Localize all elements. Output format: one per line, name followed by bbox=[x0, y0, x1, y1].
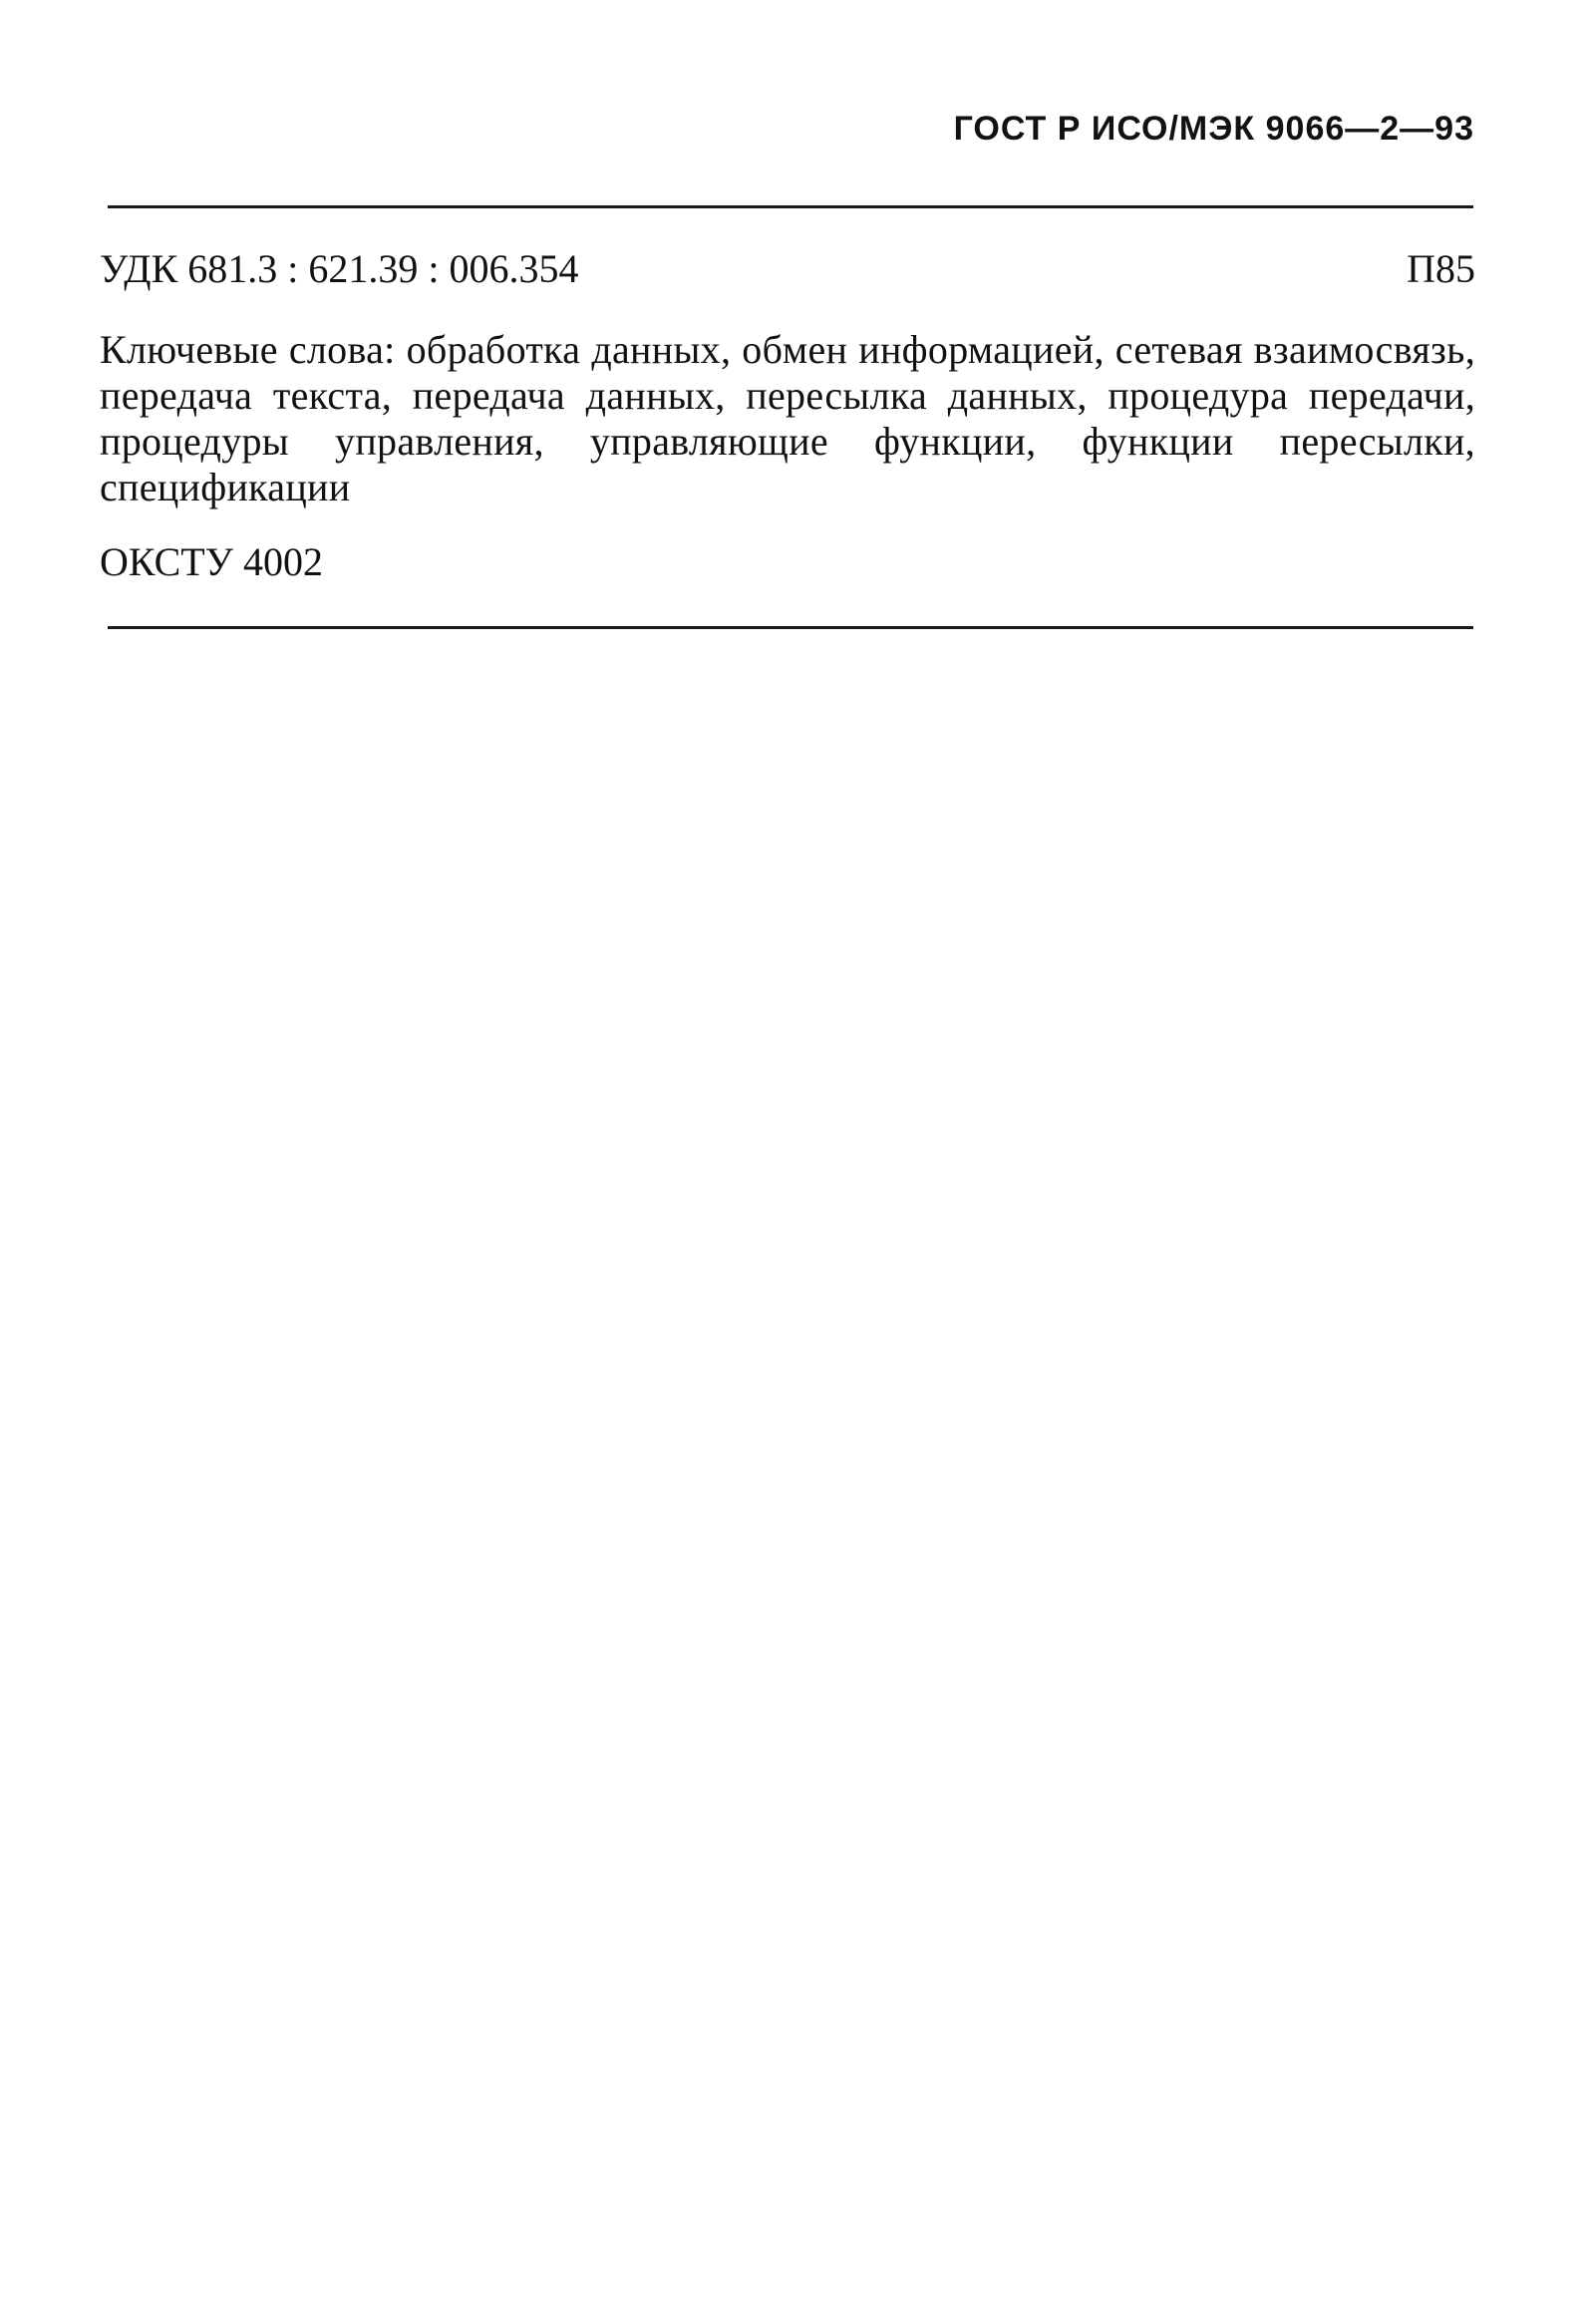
standard-code: ГОСТ Р ИСО/МЭК 9066—2—93 bbox=[953, 110, 1474, 148]
keywords-paragraph: Ключевые слова: обработка данных, обмен информацией, сетевая взаимосвязь, передача текста, передача данных, пересылка данных, процедура передачи, процедуры управления, управляющие функции, функции пересылки, спецификации bbox=[100, 327, 1475, 509]
udc-code: УДК 681.3 : 621.39 : 006.354 bbox=[100, 246, 579, 291]
group-code: П85 bbox=[1407, 246, 1475, 291]
bottom-divider bbox=[108, 626, 1473, 629]
classification-row bbox=[100, 245, 1475, 292]
top-divider bbox=[108, 205, 1473, 208]
oksu-code: ОКСТУ 4002 bbox=[100, 539, 324, 584]
